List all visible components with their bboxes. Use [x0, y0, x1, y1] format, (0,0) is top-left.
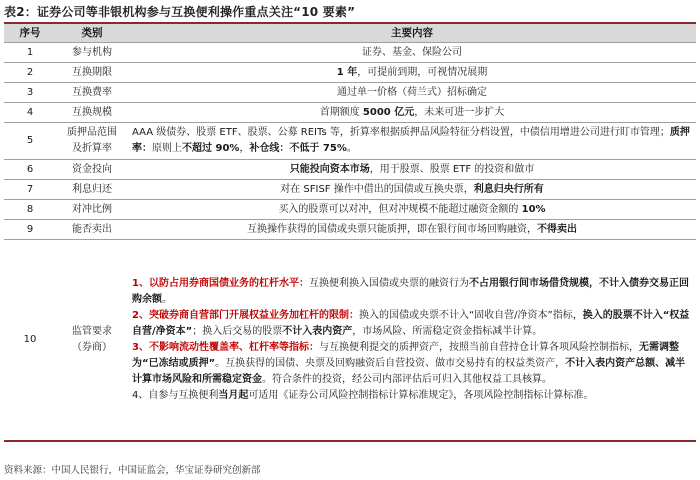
table-row [4, 83, 696, 103]
row-content [128, 200, 696, 220]
row-no: 2 [4, 63, 56, 83]
table-row [4, 180, 696, 200]
content-bold: 只能投向资本市场 [289, 163, 370, 175]
row-content [128, 180, 696, 200]
header-category: 类别 [56, 23, 128, 43]
header-no: 序号 [4, 23, 56, 43]
table-row [4, 43, 696, 63]
row-content: 通过单一价格（荷兰式）招标确定 [128, 83, 696, 103]
table-row [4, 103, 696, 123]
content-bold: 质押率： [132, 127, 690, 154]
table-row [4, 220, 696, 240]
content-bold: 不占用银行间市场借贷规模，不计入债券交易正回购余额 [132, 278, 689, 305]
category-line: 监管要求 [72, 326, 112, 337]
requirement-paragraph-3 [132, 340, 692, 388]
content-text: 。 [346, 143, 357, 154]
row-category: 互换规模 [56, 103, 128, 123]
content-bold: 不得卖出 [537, 223, 577, 235]
content-text: ，市场风险、所需稳定资金指标减半计算。 [352, 326, 543, 337]
content-bold: 不超过 90% [182, 143, 240, 154]
row-content [128, 220, 696, 240]
row-no: 8 [4, 200, 56, 220]
content-text: AAA 级债券、股票 ETF、股票、公募 REITs 等，折算率根据质押品风险特征分档设置，中债信用增进公司进行盯市管理； [132, 127, 670, 138]
content-bold: 利息归央行所有 [473, 183, 544, 195]
header-content: 主要内容 [128, 23, 696, 43]
table-header-row [4, 23, 696, 43]
requirement-paragraph-4 [132, 388, 692, 404]
row-no: 1 [4, 43, 56, 63]
row-category: 对冲比例 [56, 200, 128, 220]
table-row [4, 200, 696, 220]
requirement-heading: 1、以防占用券商国债业务的杠杆水平： [132, 278, 309, 289]
row-content [128, 240, 696, 442]
row-category: 资金投向 [56, 160, 128, 180]
table-row [4, 123, 696, 160]
content-bold: 不计入表内资产总额、减半计算市场风险和所需稳定资金 [132, 358, 686, 385]
content-text: ，用于股票、股票 ETF 的投资和做市 [369, 163, 535, 175]
row-category: 利息归还 [56, 180, 128, 200]
row-no: 5 [4, 123, 56, 160]
requirement-paragraph-1 [132, 276, 692, 308]
content-text: 互换操作获得的国债或央票只能质押，即在银行间市场回购融资， [247, 223, 537, 235]
source-note: 资料来源：中国人民银行，中国证监会，华宝证券研究创新部 [4, 465, 261, 476]
row-category: 互换费率 [56, 83, 128, 103]
row-no: 10 [4, 240, 56, 442]
category-line: 质押品范围 [67, 127, 117, 138]
row-no: 7 [4, 180, 56, 200]
content-text: ， [239, 143, 250, 154]
content-text: 。互换获得的国债、央票及回购融资后自营投资、做市交易持有的权益类资产， [215, 358, 566, 369]
content-bold: 不低于 75% [289, 143, 347, 154]
requirement-heading: 2、突破券商自营部门开展权益业务加杠杆的限制： [132, 310, 359, 321]
content-bold: 补仓线： [249, 143, 290, 154]
content-text: 对在 SFISF 操作中借出的国债或互换央票， [280, 183, 474, 195]
row-category [56, 123, 128, 160]
row-content [128, 123, 696, 160]
content-bold: 无需调整为“已冻结或质押” [132, 342, 679, 369]
content-bold: 5000 亿元 [362, 106, 415, 118]
content-bold: 换入的股票不计入“权益自营/净资本” [132, 310, 690, 337]
row-no: 4 [4, 103, 56, 123]
content-text: 4、自参与互换便利 [132, 390, 219, 401]
content-text: 买入的股票可以对冲，但对冲规模不能超过融资金额的 [278, 203, 522, 215]
row-content: 证券、基金、保险公司 [128, 43, 696, 63]
key-elements-table [4, 22, 696, 442]
requirement-heading: 3、不影响流动性覆盖率、杠杆率等指标： [132, 342, 319, 353]
content-text: ；换入后交易的股票 [192, 326, 283, 337]
row-no: 6 [4, 160, 56, 180]
content-text: 首期额度 [319, 106, 363, 118]
row-content [128, 103, 696, 123]
table-caption: 表2：证券公司等非银机构参与互换便利操作重点关注“10 要素” [4, 5, 356, 19]
table-row [4, 240, 696, 442]
content-text: ，可提前到期，可视情况展期 [357, 66, 488, 78]
row-content [128, 160, 696, 180]
content-text: 。 [162, 294, 172, 305]
row-content [128, 63, 696, 83]
table-row [4, 63, 696, 83]
row-category [56, 240, 128, 442]
content-bold: 不计入表内资产 [282, 326, 353, 337]
content-text: ，未来可进一步扩大 [414, 106, 505, 118]
content-bold: 当月起 [218, 390, 249, 401]
category-line: （券商） [72, 342, 112, 353]
row-no: 9 [4, 220, 56, 240]
row-category: 能否卖出 [56, 220, 128, 240]
content-text: 原则上 [152, 143, 182, 154]
content-bold: 1 年 [336, 66, 358, 78]
category-line: 及折算率 [72, 143, 112, 154]
content-text: 换入的国债或央票不计入“固收自营/净资本”指标， [358, 310, 583, 321]
content-text: 与互换便利提交的质押资产，按照当前自营持仓计算各项风险控制指标， [318, 342, 639, 353]
content-bold: 10% [521, 203, 546, 215]
table-row [4, 160, 696, 180]
content-text: 互换便利换入国债或央票的融资行为 [308, 278, 469, 289]
content-text: 。符合条件的投资，经公司内部评估后可归入其他权益工具核算。 [262, 374, 552, 385]
row-category: 互换期限 [56, 63, 128, 83]
requirement-paragraph-2 [132, 308, 692, 340]
row-no: 3 [4, 83, 56, 103]
row-category: 参与机构 [56, 43, 128, 63]
content-text: 可适用《证券公司风险控制指标计算标准规定》，各项风险控制指标计算标准。 [248, 390, 594, 401]
